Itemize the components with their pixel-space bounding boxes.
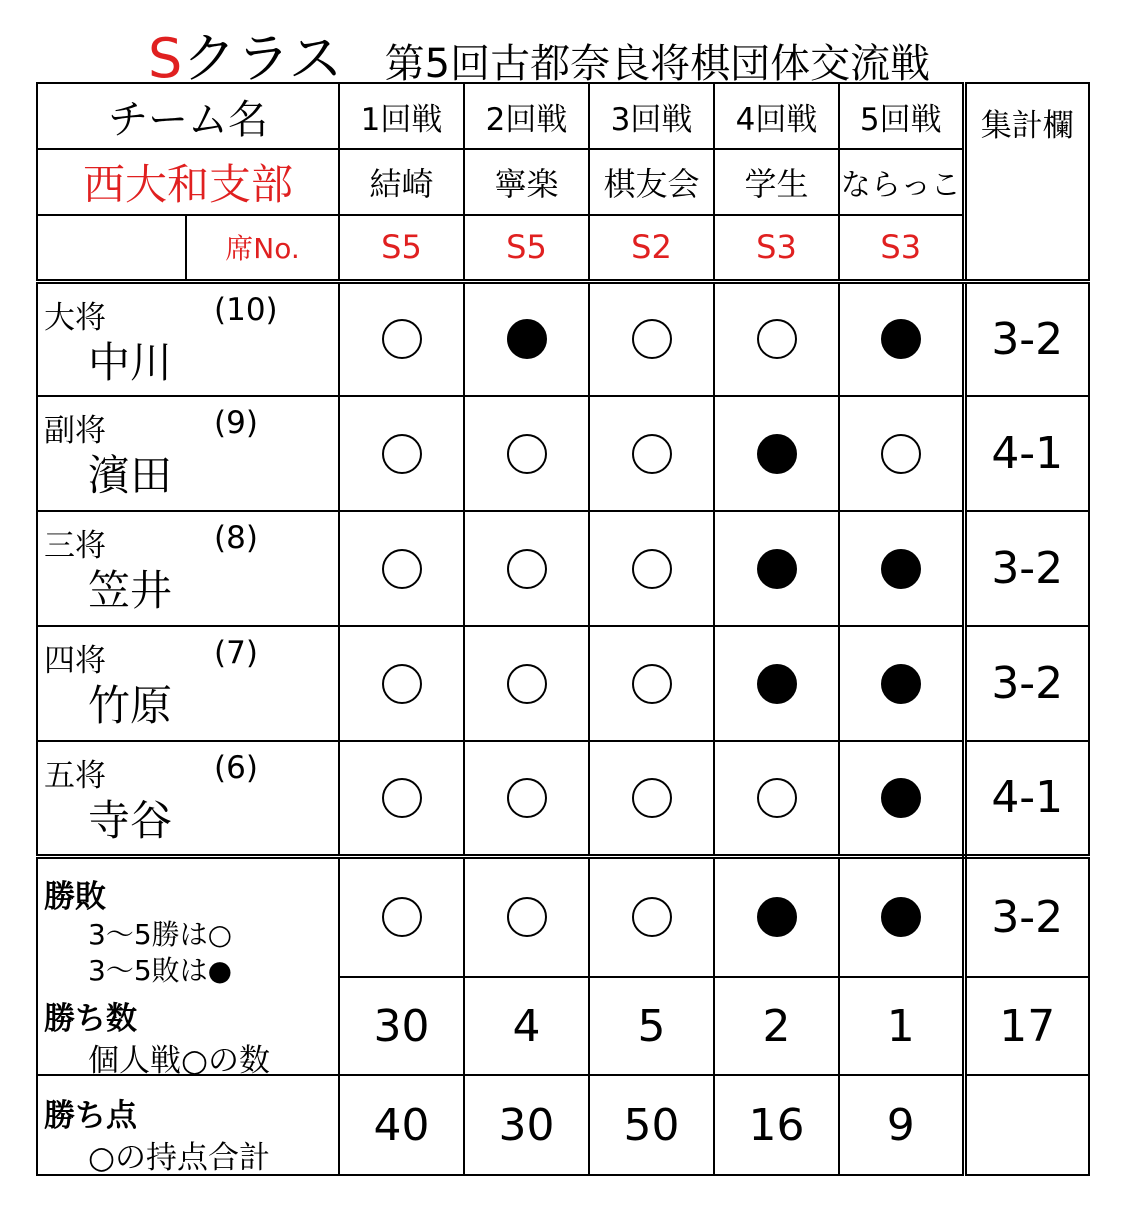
win-mark (382, 434, 422, 474)
wins-total: 17 (964, 977, 1089, 1075)
points-label: 勝ち点 (44, 1098, 137, 1134)
team-name: 西大和支部 (37, 149, 339, 215)
seat-number: S2 (589, 215, 714, 281)
loss-mark (757, 897, 797, 937)
loss-mark (757, 549, 797, 589)
summary-label-cell (37, 856, 339, 1079)
summary-points-row (37, 1075, 1089, 1175)
seat-number: S5 (464, 215, 589, 281)
player-cell (37, 741, 339, 856)
wins-value: 5 (589, 977, 714, 1075)
win-mark (382, 319, 422, 359)
opponent-name: ならっこ (839, 149, 964, 215)
player-row (37, 396, 1089, 511)
total-header: 集計欄 (964, 83, 1089, 281)
round-header: 5回戦 (839, 83, 964, 149)
player-number: (6) (214, 750, 258, 786)
opponent-name: 棋友会 (589, 149, 714, 215)
win-mark (632, 434, 672, 474)
player-name: 竹原 (88, 681, 173, 730)
wins-value: 30 (339, 977, 464, 1075)
player-number: (9) (214, 405, 258, 441)
opponent-name: 学生 (714, 149, 839, 215)
summary-result-row (37, 856, 1089, 977)
seat-number: S3 (839, 215, 964, 281)
player-position: 四将 (44, 643, 106, 679)
win-mark (507, 549, 547, 589)
player-total: 3-2 (964, 281, 1089, 396)
player-name: 寺谷 (88, 796, 173, 845)
player-position: 三将 (44, 528, 106, 564)
loss-mark (881, 319, 921, 359)
win-mark (382, 897, 422, 937)
win-mark (382, 778, 422, 818)
opponent-name: 寧楽 (464, 149, 589, 215)
win-mark (507, 434, 547, 474)
loss-mark (757, 664, 797, 704)
player-total: 3-2 (964, 626, 1089, 741)
points-note: ○の持点合計 (88, 1140, 271, 1176)
points-label-cell (37, 1075, 339, 1175)
win-mark (507, 778, 547, 818)
win-mark (757, 319, 797, 359)
win-mark (632, 549, 672, 589)
opponent-name: 結崎 (339, 149, 464, 215)
result-note: 3〜5敗は● (88, 953, 233, 987)
loss-mark (881, 549, 921, 589)
player-number: (7) (214, 635, 258, 671)
seat-label: 席No. (186, 215, 339, 281)
player-cell (37, 281, 339, 396)
points-value: 40 (339, 1075, 464, 1175)
results-table (36, 82, 1090, 1176)
points-total (964, 1075, 1089, 1175)
player-total: 4-1 (964, 741, 1089, 856)
win-mark (507, 897, 547, 937)
player-position: 副将 (44, 413, 106, 449)
player-row (37, 281, 1089, 396)
loss-mark (757, 434, 797, 474)
class-letter: S (148, 27, 183, 90)
player-name: 濱田 (88, 451, 173, 500)
win-mark (507, 664, 547, 704)
win-mark (881, 434, 921, 474)
player-row (37, 626, 1089, 741)
result-note: 3〜5勝は○ (88, 917, 233, 951)
win-mark (632, 319, 672, 359)
points-value: 30 (464, 1075, 589, 1175)
wins-label: 勝ち数 (44, 1000, 137, 1037)
result-label: 勝敗 (44, 878, 106, 915)
loss-mark (507, 319, 547, 359)
player-row (37, 511, 1089, 626)
team-label: チーム名 (37, 83, 339, 149)
player-cell (37, 626, 339, 741)
event-title: 第5回古都奈良将棋団体交流戦 (384, 41, 931, 87)
win-mark (632, 897, 672, 937)
result-total: 3-2 (964, 856, 1089, 977)
page-title (148, 16, 931, 90)
round-header: 3回戦 (589, 83, 714, 149)
player-total: 4-1 (964, 396, 1089, 511)
loss-mark (881, 778, 921, 818)
wins-value: 4 (464, 977, 589, 1075)
wins-value: 2 (714, 977, 839, 1075)
round-header: 4回戦 (714, 83, 839, 149)
blank-cell (37, 215, 186, 281)
wins-note: 個人戦○の数 (88, 1042, 271, 1079)
player-name: 笠井 (88, 566, 173, 615)
round-header: 2回戦 (464, 83, 589, 149)
player-number: (10) (214, 291, 278, 328)
points-value: 50 (589, 1075, 714, 1175)
win-mark (757, 778, 797, 818)
win-mark (632, 664, 672, 704)
wins-value: 1 (839, 977, 964, 1075)
seat-number: S5 (339, 215, 464, 281)
player-row (37, 741, 1089, 856)
player-cell (37, 511, 339, 626)
loss-mark (881, 897, 921, 937)
class-rest: クラス (182, 27, 343, 90)
player-number: (8) (214, 520, 258, 556)
win-mark (382, 664, 422, 704)
player-position: 五将 (44, 758, 106, 794)
player-name: 中川 (88, 337, 173, 387)
win-mark (632, 778, 672, 818)
player-position: 大将 (44, 299, 106, 336)
seat-number: S3 (714, 215, 839, 281)
loss-mark (881, 664, 921, 704)
player-total: 3-2 (964, 511, 1089, 626)
points-value: 16 (714, 1075, 839, 1175)
win-mark (382, 549, 422, 589)
points-value: 9 (839, 1075, 964, 1175)
round-header: 1回戦 (339, 83, 464, 149)
player-cell (37, 396, 339, 511)
